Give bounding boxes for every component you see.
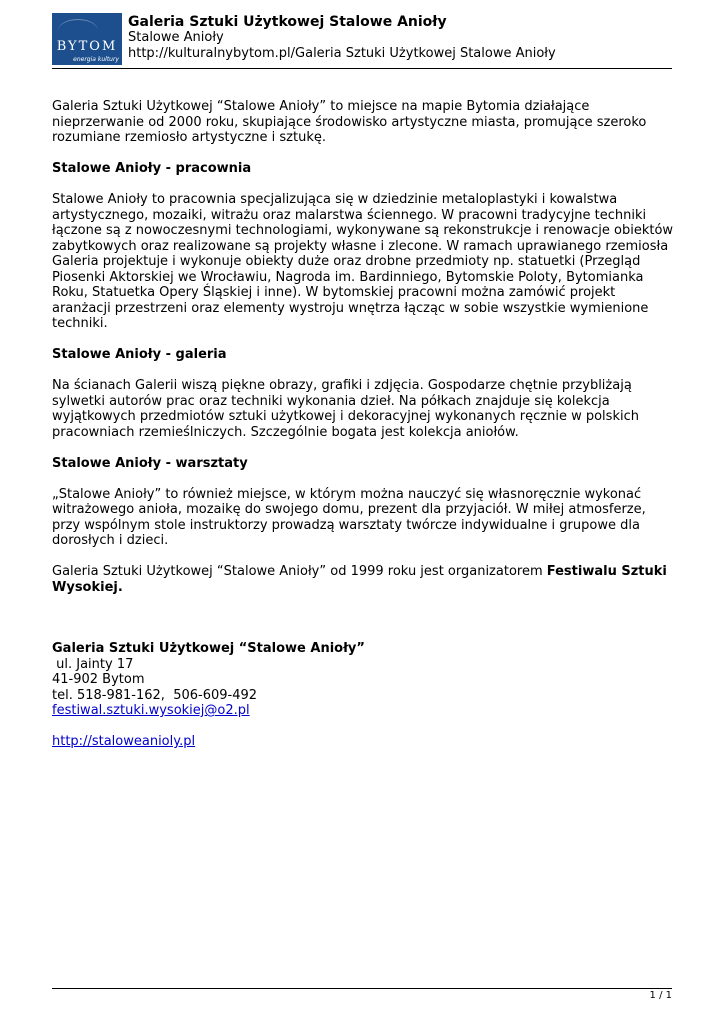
header-title: Galeria Sztuki Użytkowej Stalowe Anioły (128, 14, 447, 30)
website-link[interactable]: http://staloweanioly.pl (52, 734, 196, 749)
section-heading-galeria: Stalowe Anioły - galeria (52, 347, 227, 362)
logo-text: BYTOM (56, 39, 118, 54)
logo-tagline: energia kultury (73, 56, 119, 63)
header-divider (52, 68, 672, 69)
header-url: http://kulturalnybytom.pl/Galeria Sztuki Użytkowej Stalowe Anioły (128, 46, 556, 61)
page-header (52, 13, 672, 69)
section-heading-pracownia: Stalowe Anioły - pracownia (52, 161, 252, 176)
header-subtitle: Stalowe Anioły (128, 30, 224, 45)
section-text-galeria: Na ścianach Galerii wiszą piękne obrazy, grafiki i zdjęcia. Gospodarze chętnie przybliżają sylwetki autorów prac oraz techniki wykonania dzieł. Na półkach znajduje się kolekcja wyjątkowych przedmiotów sztuki użytkowej i dekoracyjnej wykonanych ręcznie w polskich pracowniach rzemieślniczych. Szczególnie bogata jest kolekcja aniołów. (52, 378, 639, 440)
festival-text: Galeria Sztuki Użytkowej “Stalowe Anioły” od 1999 roku jest organizatorem (52, 564, 547, 579)
section-heading-warsztaty: Stalowe Anioły - warsztaty (52, 455, 248, 471)
contact-name: Galeria Sztuki Użytkowej “Stalowe Anioły” (52, 641, 365, 656)
section-text-warsztaty: „Stalowe Anioły” to również miejsce, w którym można nauczyć się własnoręcznie wykonać witrażowego anioła, mozaikę do swojego domu, prezent dla przyjaciół. W miłej atmosferze, przy wspólnym stole instruktorzy prowadzą warsztaty twórcze indywidualne i grupowe dla dorosłych i dzieci. (52, 486, 646, 548)
section-text-pracownia: Stalowe Anioły to pracownia specjalizująca się w dziedzinie metaloplastyki i kowalstwa artystycznego, mozaiki, witrażu oraz malarstwa ściennego. W pracowni tradycyjne techniki łączone są z nowoczesnymi technologiami, wykonywane są rekonstrukcje i renowacje obiektów zabytkowych oraz realizowane są projekty własne i zlecone. W ramach uprawianego rzemiosła Galeria projektuje i wykonuje obiekty duże oraz drobne przedmioty np. statuetki (Przegląd Piosenki Aktorskiej we Wrocławiu, Nagroda im. Bardinniego, Bytomskie Poloty, Bytomianka Roku, Statuetka Opery Śląskiej i inne). W bytomskiej pracowni można zamówić projekt aranżacji przestrzeni oraz elementy wystroju wnętrza łącząc w sobie wszystkie wymienione techniki. (52, 192, 674, 331)
contact-block (52, 641, 674, 750)
contact-phone: tel. 518-981-162, 506-609-492 (52, 687, 258, 703)
contact-email-link[interactable]: festiwal.sztuki.wysokiej@o2.pl (52, 703, 250, 718)
footer-divider (52, 988, 672, 989)
bytom-logo (52, 13, 122, 65)
festival-name: Festiwalu Sztuki Wysokiej. (52, 564, 667, 595)
article-content (52, 99, 674, 750)
page-number: 1 / 1 (649, 990, 672, 1001)
festival-paragraph (52, 564, 674, 595)
contact-city: 41-902 Bytom (52, 672, 145, 687)
intro-paragraph: Galeria Sztuki Użytkowej “Stalowe Anioły” to miejsce na mapie Bytomia działające nieprzerwanie od 2000 roku, skupiające środowisko artystyczne miasta, promujące szeroko rozumiane rzemiosło artystyczne i sztukę. (52, 99, 647, 145)
contact-street: ul. Jainty 17 (52, 656, 134, 672)
